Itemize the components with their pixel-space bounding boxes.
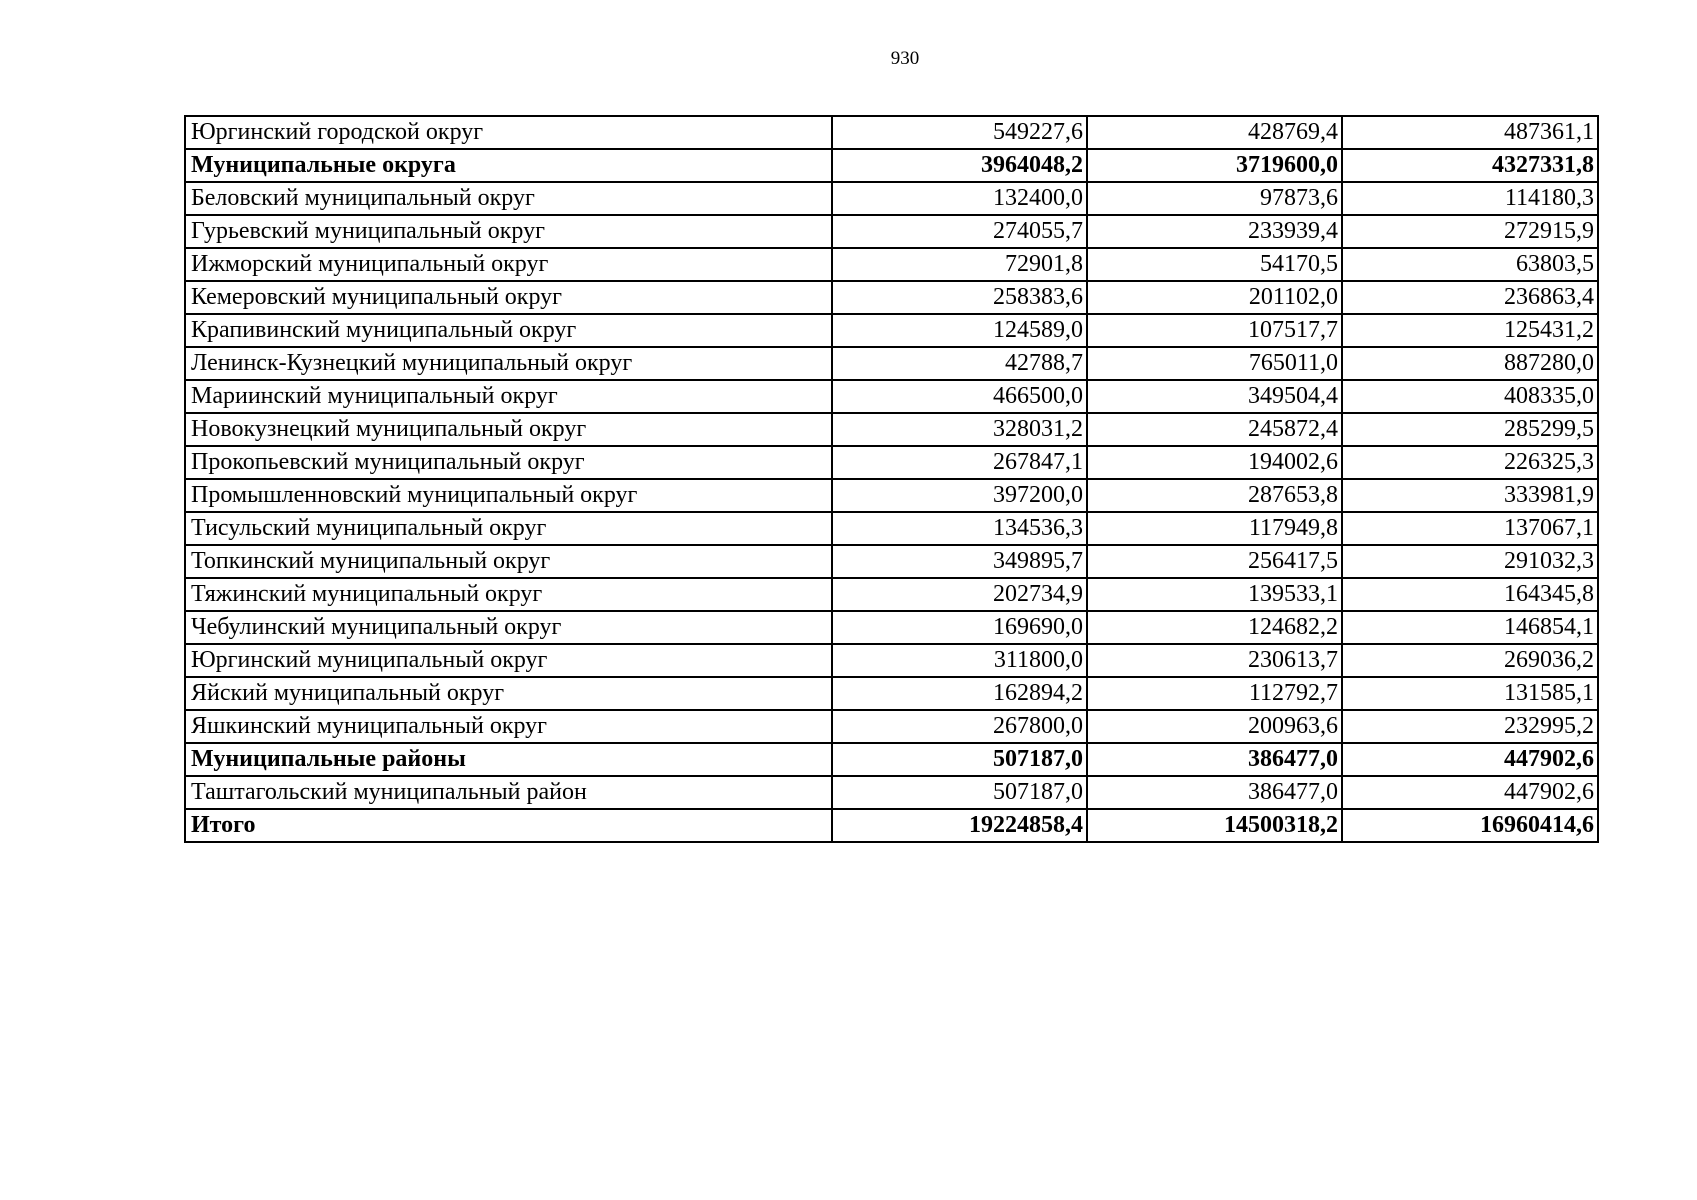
value-cell-2: 14500318,2	[1087, 809, 1342, 842]
value-cell-1: 132400,0	[832, 182, 1087, 215]
table-row-subtotal	[185, 809, 1598, 842]
value-cell-1: 267800,0	[832, 710, 1087, 743]
table-row	[185, 677, 1598, 710]
row-name-cell: Таштагольский муниципальный район	[185, 776, 832, 809]
value-cell-1: 134536,3	[832, 512, 1087, 545]
value-cell-2: 54170,5	[1087, 248, 1342, 281]
value-cell-3: 63803,5	[1342, 248, 1598, 281]
row-name-cell: Чебулинский муниципальный округ	[185, 611, 832, 644]
value-cell-2: 117949,8	[1087, 512, 1342, 545]
page-number: 930	[890, 48, 920, 69]
value-cell-3: 269036,2	[1342, 644, 1598, 677]
table-row	[185, 710, 1598, 743]
table-row	[185, 545, 1598, 578]
value-cell-3: 226325,3	[1342, 446, 1598, 479]
value-cell-1: 466500,0	[832, 380, 1087, 413]
table-body	[185, 116, 1598, 842]
table-row	[185, 776, 1598, 809]
table-row	[185, 116, 1598, 149]
row-name-cell: Ижморский муниципальный округ	[185, 248, 832, 281]
row-name-cell: Тисульский муниципальный округ	[185, 512, 832, 545]
row-name-cell: Яшкинский муниципальный округ	[185, 710, 832, 743]
value-cell-3: 408335,0	[1342, 380, 1598, 413]
value-cell-1: 267847,1	[832, 446, 1087, 479]
value-cell-2: 765011,0	[1087, 347, 1342, 380]
row-name-cell: Итого	[185, 809, 832, 842]
row-name-cell: Гурьевский муниципальный округ	[185, 215, 832, 248]
value-cell-3: 131585,1	[1342, 677, 1598, 710]
value-cell-1: 397200,0	[832, 479, 1087, 512]
row-name-cell: Муниципальные округа	[185, 149, 832, 182]
row-name-cell: Кемеровский муниципальный округ	[185, 281, 832, 314]
row-name-cell: Мариинский муниципальный округ	[185, 380, 832, 413]
value-cell-2: 200963,6	[1087, 710, 1342, 743]
table-row	[185, 281, 1598, 314]
value-cell-3: 487361,1	[1342, 116, 1598, 149]
value-cell-3: 137067,1	[1342, 512, 1598, 545]
value-cell-2: 386477,0	[1087, 743, 1342, 776]
table-row	[185, 479, 1598, 512]
value-cell-2: 3719600,0	[1087, 149, 1342, 182]
value-cell-1: 72901,8	[832, 248, 1087, 281]
value-cell-3: 285299,5	[1342, 413, 1598, 446]
value-cell-3: 272915,9	[1342, 215, 1598, 248]
value-cell-2: 97873,6	[1087, 182, 1342, 215]
value-cell-2: 287653,8	[1087, 479, 1342, 512]
value-cell-3: 333981,9	[1342, 479, 1598, 512]
value-cell-1: 328031,2	[832, 413, 1087, 446]
row-name-cell: Прокопьевский муниципальный округ	[185, 446, 832, 479]
value-cell-2: 233939,4	[1087, 215, 1342, 248]
value-cell-3: 4327331,8	[1342, 149, 1598, 182]
value-cell-1: 507187,0	[832, 743, 1087, 776]
table-row	[185, 611, 1598, 644]
row-name-cell: Муниципальные районы	[185, 743, 832, 776]
value-cell-2: 194002,6	[1087, 446, 1342, 479]
table-row	[185, 413, 1598, 446]
value-cell-2: 112792,7	[1087, 677, 1342, 710]
value-cell-1: 169690,0	[832, 611, 1087, 644]
table-row	[185, 215, 1598, 248]
data-table	[184, 115, 1599, 843]
value-cell-3: 146854,1	[1342, 611, 1598, 644]
row-name-cell: Юргинский городской округ	[185, 116, 832, 149]
value-cell-1: 549227,6	[832, 116, 1087, 149]
table-row	[185, 578, 1598, 611]
value-cell-1: 3964048,2	[832, 149, 1087, 182]
value-cell-2: 245872,4	[1087, 413, 1342, 446]
table-row	[185, 644, 1598, 677]
row-name-cell: Промышленновский муниципальный округ	[185, 479, 832, 512]
row-name-cell: Тяжинский муниципальный округ	[185, 578, 832, 611]
value-cell-2: 124682,2	[1087, 611, 1342, 644]
table-row	[185, 512, 1598, 545]
table-row	[185, 347, 1598, 380]
value-cell-2: 139533,1	[1087, 578, 1342, 611]
value-cell-2: 107517,7	[1087, 314, 1342, 347]
value-cell-3: 16960414,6	[1342, 809, 1598, 842]
value-cell-1: 202734,9	[832, 578, 1087, 611]
table-row	[185, 380, 1598, 413]
value-cell-2: 428769,4	[1087, 116, 1342, 149]
value-cell-2: 230613,7	[1087, 644, 1342, 677]
value-cell-3: 236863,4	[1342, 281, 1598, 314]
value-cell-3: 447902,6	[1342, 743, 1598, 776]
table-row-subtotal	[185, 149, 1598, 182]
table-row	[185, 314, 1598, 347]
value-cell-3: 114180,3	[1342, 182, 1598, 215]
row-name-cell: Новокузнецкий муниципальный округ	[185, 413, 832, 446]
row-name-cell: Яйский муниципальный округ	[185, 677, 832, 710]
value-cell-1: 42788,7	[832, 347, 1087, 380]
value-cell-2: 256417,5	[1087, 545, 1342, 578]
value-cell-3: 125431,2	[1342, 314, 1598, 347]
value-cell-3: 887280,0	[1342, 347, 1598, 380]
row-name-cell: Топкинский муниципальный округ	[185, 545, 832, 578]
value-cell-1: 349895,7	[832, 545, 1087, 578]
value-cell-1: 507187,0	[832, 776, 1087, 809]
value-cell-1: 311800,0	[832, 644, 1087, 677]
row-name-cell: Ленинск-Кузнецкий муниципальный округ	[185, 347, 832, 380]
row-name-cell: Юргинский муниципальный округ	[185, 644, 832, 677]
row-name-cell: Крапивинский муниципальный округ	[185, 314, 832, 347]
value-cell-1: 162894,2	[832, 677, 1087, 710]
value-cell-2: 349504,4	[1087, 380, 1342, 413]
table-row	[185, 446, 1598, 479]
table-row	[185, 248, 1598, 281]
table-row	[185, 182, 1598, 215]
table-row-subtotal	[185, 743, 1598, 776]
value-cell-1: 258383,6	[832, 281, 1087, 314]
value-cell-2: 386477,0	[1087, 776, 1342, 809]
value-cell-1: 124589,0	[832, 314, 1087, 347]
row-name-cell: Беловский муниципальный округ	[185, 182, 832, 215]
value-cell-2: 201102,0	[1087, 281, 1342, 314]
value-cell-3: 291032,3	[1342, 545, 1598, 578]
value-cell-3: 164345,8	[1342, 578, 1598, 611]
value-cell-3: 232995,2	[1342, 710, 1598, 743]
value-cell-1: 19224858,4	[832, 809, 1087, 842]
value-cell-1: 274055,7	[832, 215, 1087, 248]
value-cell-3: 447902,6	[1342, 776, 1598, 809]
